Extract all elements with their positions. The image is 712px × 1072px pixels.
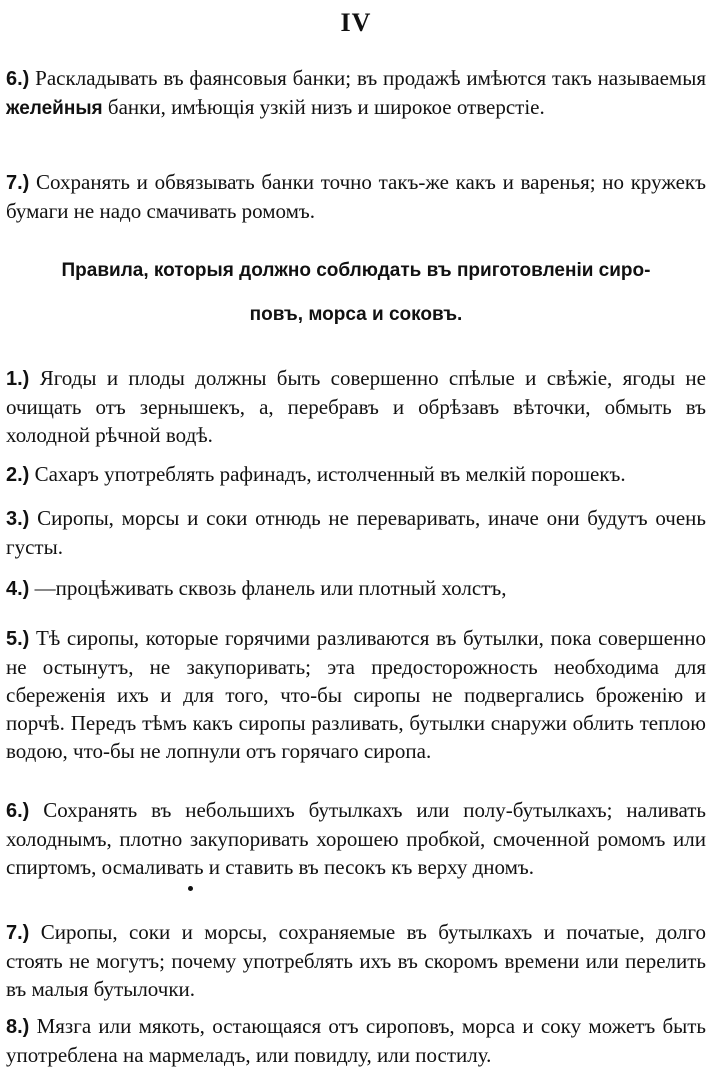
item-number: 6.) <box>6 68 30 90</box>
paragraph-text: Раскладывать въ фаянсовыя банки; въ продажѣ имѣются такъ называемыя <box>29 66 706 90</box>
item-number: 8.) <box>6 1016 30 1038</box>
rule-text: Сиропы, морсы и соки отнюдь не переваривать, иначе они будутъ очень густы. <box>6 506 706 559</box>
paragraph-text: банки, имѣющія узкій низъ и широкое отверстіе. <box>102 95 545 119</box>
paragraph-6-jars <box>6 64 706 123</box>
section-heading-line-1: Правила, которыя должно соблюдать въ приготовленіи сиро- <box>61 260 651 281</box>
rule-text: Ягоды и плоды должны быть совершенно спѣлые и свѣжіе, ягоды не очищать отъ зернышекъ, а, перебравъ и обрѣзавъ вѣточки, обмыть въ холодной рѣчной водѣ. <box>6 366 706 447</box>
rule-text: Сахаръ употреблять рафинадъ, истолченный въ мелкій порошекъ. <box>29 462 626 486</box>
item-number: 1.) <box>6 368 30 390</box>
item-number: 3.) <box>6 508 30 530</box>
rule-7 <box>6 918 706 1003</box>
paragraph-7-storage <box>6 168 706 225</box>
section-heading-line-2: повъ, морса и соковъ. <box>249 304 463 325</box>
ink-dot <box>188 886 193 891</box>
rule-text: Сиропы, соки и морсы, сохраняемые въ бутылкахъ и початые, долго стоять не могутъ; почему употреблять ихъ въ скоромъ времени или перелить въ малыя бутылочки. <box>6 920 706 1001</box>
rule-2 <box>6 460 706 489</box>
rule-3 <box>6 504 706 561</box>
item-number: 4.) <box>6 578 30 600</box>
rule-4 <box>6 574 706 603</box>
rule-text: Сохранять въ небольшихъ бутылкахъ или полу-бутылкахъ; наливать холоднымъ, плотно закупоривать хорошею пробкой, смоченной ромомъ или спиртомъ, осмаливать и ставить въ песокъ къ верху дномъ. <box>6 798 706 879</box>
rule-6 <box>6 796 706 881</box>
rule-text: Мязга или мякоть, остающаяся отъ сироповъ, морса и соку можетъ быть употреблена на мармеладъ, или повидлу, или постилу. <box>6 1014 706 1067</box>
rule-5 <box>6 624 706 765</box>
emphasized-word: желейныя <box>6 98 103 119</box>
rule-1 <box>6 364 706 449</box>
item-number: 2.) <box>6 464 30 486</box>
rule-8 <box>6 1012 706 1069</box>
item-number: 7.) <box>6 172 30 194</box>
rule-text: —процѣживать сквозь фланель или плотный холстъ, <box>29 576 507 600</box>
item-number: 5.) <box>6 628 30 650</box>
paragraph-text: Сохранять и обвязывать банки точно такъ-же какъ и варенья; но кружекъ бумаги не надо смачивать ромомъ. <box>6 170 706 223</box>
item-number: 7.) <box>6 922 30 944</box>
rule-text: Тѣ сиропы, которые горячими разливаются въ бутылки, пока совершенно не остынутъ, не закупоривать; эта предосторожность необходима для сбереженія ихъ и для того, что-бы сиропы не подвергались броженію и порчѣ. Передъ тѣмъ какъ сиропы разливать, бутылки снаружи облить теплою водою, что-бы не лопнули отъ горячаго сиропа. <box>6 626 706 763</box>
page-number: IV <box>340 8 372 37</box>
item-number: 6.) <box>6 800 30 822</box>
